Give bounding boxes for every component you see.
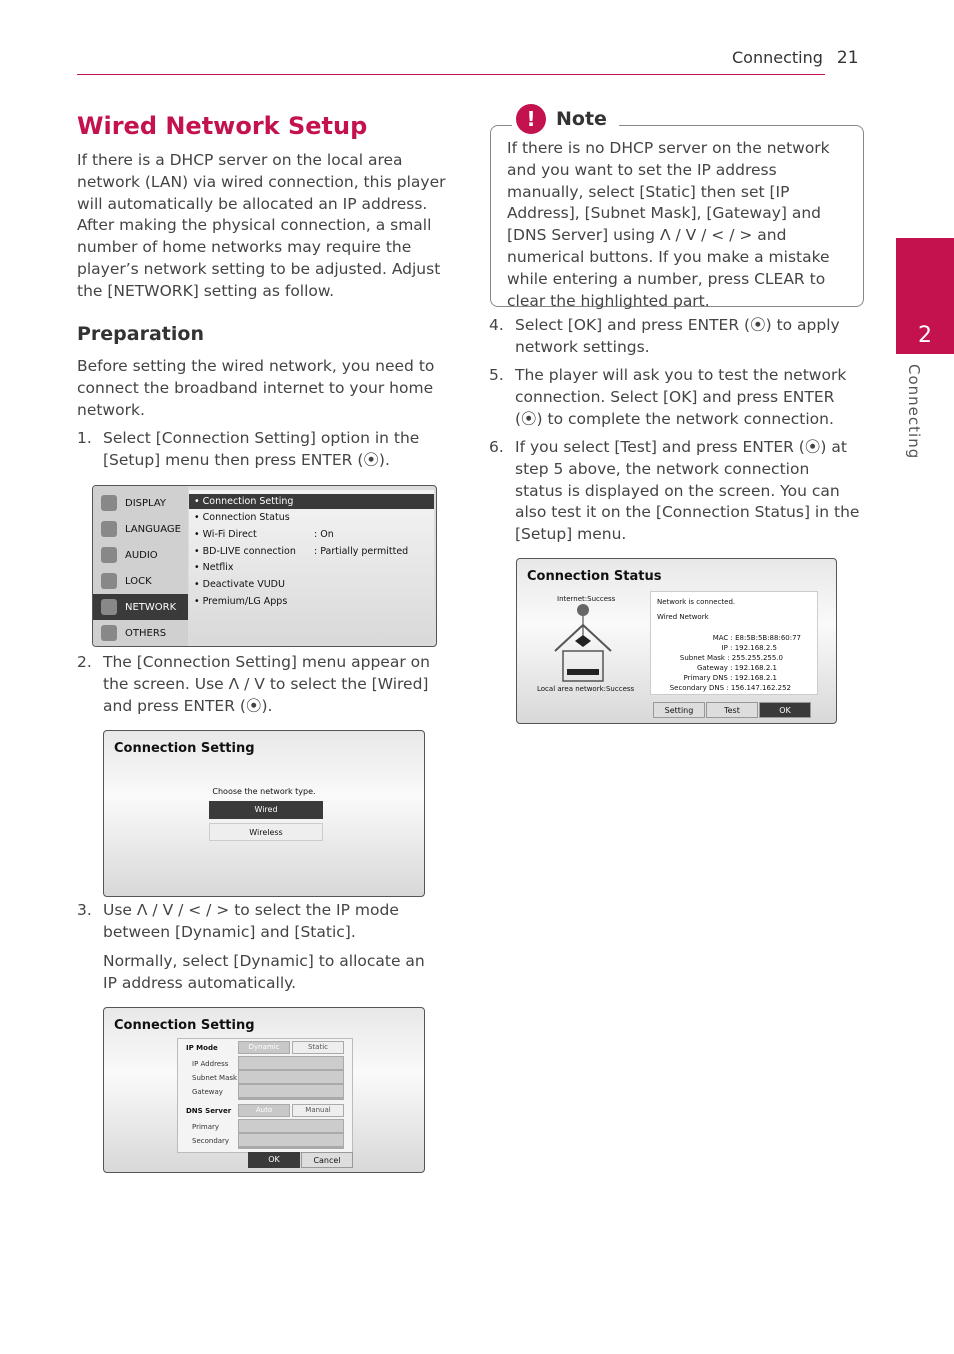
step-text: If you select [Test] and press ENTER (⦿) at step 5 above, the network connection status is displayed on the screen. You can also test it on the [Connection Status] in the [Setup] menu. xyxy=(515,438,860,544)
dns-fields xyxy=(238,1119,344,1149)
connection-status-screenshot xyxy=(516,558,837,724)
ok-button: OK xyxy=(759,702,811,718)
setup-item: • BD-LIVE connection xyxy=(194,546,296,557)
setup-item: • Premium/LG Apps xyxy=(194,596,288,607)
test-button: Test xyxy=(706,702,758,718)
subnet-label: Subnet Mask xyxy=(192,1074,238,1082)
wired-option: Wired xyxy=(209,801,323,819)
preparation-heading: Preparation xyxy=(77,323,204,345)
status-box xyxy=(650,591,818,695)
step-text: The player will ask you to test the network connection. Select [OK] and press ENTER (⦿) to complete the network connection. xyxy=(515,366,847,428)
menu-label: LANGUAGE xyxy=(125,523,181,535)
step-number: 4. xyxy=(489,316,504,334)
exclamation-icon: ! xyxy=(516,104,546,134)
screen-title: Connection Setting xyxy=(114,1018,255,1033)
preparation-text: Before setting the wired network, you need to connect the broadband internet to your home network. xyxy=(77,357,435,419)
cancel-button: Cancel xyxy=(301,1152,353,1168)
secondary-label: Secondary xyxy=(192,1137,230,1145)
menu-others xyxy=(93,620,188,646)
network-type-prompt: Choose the network type. xyxy=(212,787,316,796)
audio-icon xyxy=(101,547,117,563)
section-title: Wired Network Setup xyxy=(77,112,368,140)
menu-language xyxy=(93,516,188,542)
globe-icon xyxy=(577,604,589,616)
wired-network-label: Wired Network xyxy=(657,613,709,621)
ip-panel xyxy=(177,1038,353,1153)
network-icon xyxy=(101,599,117,615)
step-text: The [Connection Setting] menu appear on the screen. Use Λ / V to select the [Wired] and press ENTER (⦿). xyxy=(103,653,430,715)
dynamic-option: Dynamic xyxy=(238,1041,290,1054)
setup-item: • Deactivate VUDU xyxy=(194,579,285,590)
ip-mode-label: IP Mode xyxy=(186,1044,218,1052)
chapter-tab xyxy=(896,238,954,354)
header-rule xyxy=(77,74,825,75)
step-text: Select [OK] and press ENTER (⦿) to apply network settings. xyxy=(515,316,840,356)
setup-value: : On xyxy=(314,529,334,540)
setup-left-menu xyxy=(93,486,188,646)
step-text: Use Λ / V / < / > to select the IP mode between [Dynamic] and [Static]. xyxy=(103,901,399,941)
chapter-label: Connecting xyxy=(905,364,923,460)
intro-text: If there is a DHCP server on the local area network (LAN) via wired connection, this player will automatically be allocated an IP address. After making the physical connection, a small number of home networks may require the player’s network setting to be adjusted. Adjust the [NETWORK] setting as follow. xyxy=(77,151,446,300)
setting-button: Setting xyxy=(653,702,705,718)
menu-display xyxy=(93,490,188,516)
others-icon xyxy=(101,625,117,641)
ok-button: OK xyxy=(248,1152,300,1168)
setup-item: • Connection Status xyxy=(194,512,290,523)
primary-dns: Primary DNS : 192.168.2.1 xyxy=(683,674,777,682)
step-number: 1. xyxy=(77,429,92,447)
lan-status: Local area network:Success xyxy=(537,685,635,693)
step-number: 5. xyxy=(489,366,504,384)
step-number: 2. xyxy=(77,653,92,671)
page-number: 21 xyxy=(836,48,859,68)
gateway: Gateway : 192.168.2.1 xyxy=(696,664,777,672)
ip-address: IP : 192.168.2.5 xyxy=(721,644,777,652)
ip-setting-screenshot xyxy=(103,1007,425,1173)
note-title: Note xyxy=(556,108,607,130)
menu-label: NETWORK xyxy=(125,601,177,613)
section-name: Connecting xyxy=(732,48,823,67)
step-text: Normally, select [Dynamic] to allocate an IP address automatically. xyxy=(103,952,425,992)
primary-label: Primary xyxy=(192,1123,220,1131)
step-text: Select [Connection Setting] option in the [Setup] menu then press ENTER (⦿). xyxy=(103,429,420,469)
lock-icon xyxy=(101,573,117,589)
chapter-number: 2 xyxy=(918,323,932,348)
page-header xyxy=(732,48,859,68)
setup-menu-screenshot xyxy=(92,485,437,647)
auto-option: Auto xyxy=(238,1104,290,1117)
menu-lock xyxy=(93,568,188,594)
setup-right-panel xyxy=(189,490,434,644)
ip-address-label: IP Address xyxy=(192,1060,229,1068)
menu-network xyxy=(93,594,188,620)
menu-label: LOCK xyxy=(125,575,152,587)
gateway-label: Gateway xyxy=(192,1088,223,1096)
secondary-dns: Secondary DNS : 156.147.162.252 xyxy=(669,684,791,692)
menu-audio xyxy=(93,542,188,568)
step-number: 3. xyxy=(77,901,92,919)
setup-item: • Netflix xyxy=(194,562,234,573)
connected-message: Network is connected. xyxy=(657,598,736,606)
setup-item: • Wi-Fi Direct xyxy=(194,529,257,540)
subnet-mask: Subnet Mask : 255.255.255.0 xyxy=(679,654,783,662)
display-icon xyxy=(101,495,117,511)
screen-title: Connection Status xyxy=(527,569,662,584)
menu-label: AUDIO xyxy=(125,549,158,561)
mac-address: MAC : E8:5B:5B:88:60:77 xyxy=(712,634,801,642)
manual-option: Manual xyxy=(292,1104,344,1117)
screen-title: Connection Setting xyxy=(114,741,255,756)
note-body: If there is no DHCP server on the network and you want to set the IP address manually, select [Static] then set [IP Address], [Subnet Mask], [Gateway] and [DNS Server] using Λ / V / < / > and numerical buttons. If you make a mistake while entering a number, press CLEAR to clear the highlighted part. xyxy=(507,139,830,310)
static-option: Static xyxy=(292,1041,344,1054)
dns-label: DNS Server xyxy=(186,1107,232,1115)
setup-value: : Partially permitted xyxy=(314,546,409,557)
language-icon xyxy=(101,521,117,537)
house-diagram xyxy=(553,603,619,689)
ip-fields xyxy=(238,1056,344,1100)
setup-item: • Connection Setting xyxy=(189,494,434,509)
note-header xyxy=(512,104,619,134)
menu-label: OTHERS xyxy=(125,627,167,639)
menu-label: DISPLAY xyxy=(125,497,167,509)
step-number: 6. xyxy=(489,438,504,456)
wireless-option: Wireless xyxy=(209,823,323,841)
connection-setting-screenshot xyxy=(103,730,425,897)
internet-status: Internet:Success xyxy=(557,595,616,603)
